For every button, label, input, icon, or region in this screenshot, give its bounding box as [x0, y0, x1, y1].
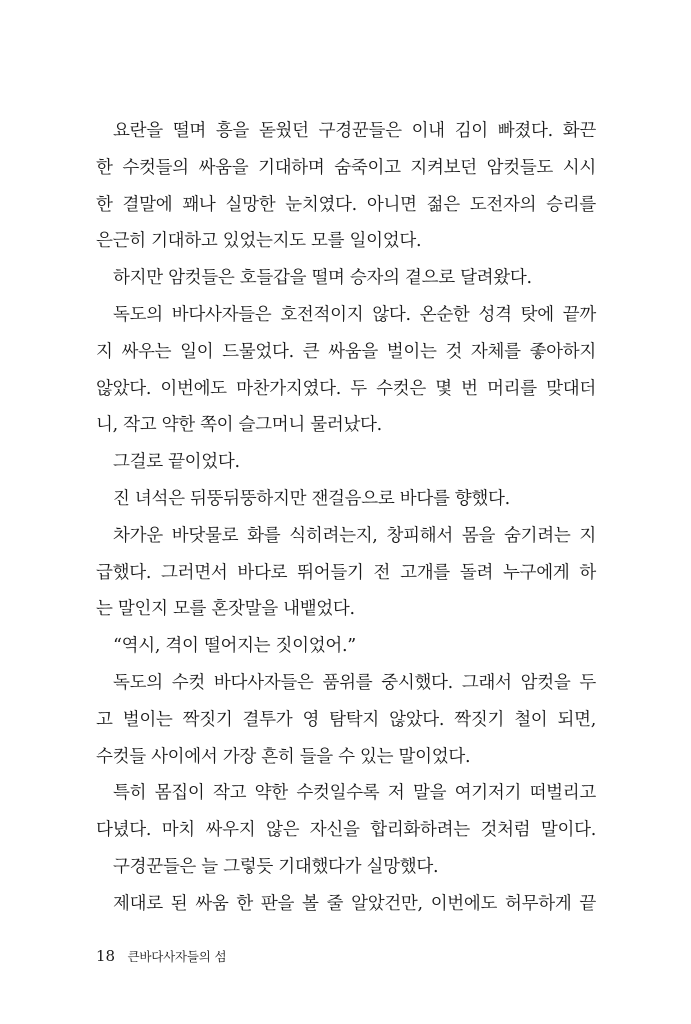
- text-line: 한 수컷들의 싸움을 기대하며 숨죽이고 지켜보던 암컷들도 시시: [96, 157, 596, 178]
- text-line: 지 싸우는 일이 드물었다. 큰 싸움을 벌이는 것 자체를 좋아하지: [96, 341, 596, 362]
- text-line: 는 말인지 모를 혼잣말을 내뱉었다.: [96, 599, 355, 620]
- text-line: 그걸로 끝이었다.: [113, 452, 240, 473]
- text-line: 제대로 된 싸움 한 판을 볼 줄 알았건만, 이번에도 허무하게 끝: [113, 893, 596, 914]
- text-line: “역시, 격이 떨어지는 짓이었어.”: [113, 636, 356, 657]
- text-line: 수컷들 사이에서 가장 흔히 들을 수 있는 말이었다.: [96, 746, 471, 767]
- text-line: 고 벌이는 짝짓기 결투가 영 탐탁지 않았다. 짝짓기 철이 되면,: [96, 709, 596, 730]
- text-line: 은근히 기대하고 있었는지도 모를 일이었다.: [96, 231, 422, 252]
- running-title: 큰바다사자들의 섬: [127, 949, 227, 964]
- text-line: 독도의 수컷 바다사자들은 품위를 중시했다. 그래서 암컷을 두: [113, 672, 596, 693]
- text-line: 급했다. 그러면서 바다로 뛰어들기 전 고개를 돌려 누구에게 하: [96, 562, 596, 583]
- text-line: 진 녀석은 뒤뚱뒤뚱하지만 잰걸음으로 바다를 향했다.: [113, 488, 510, 509]
- text-line: 니, 작고 약한 쪽이 슬그머니 물러났다.: [96, 415, 382, 436]
- text-line: 다녔다. 마치 싸우지 않은 자신을 합리화하려는 것처럼 말이다.: [96, 820, 596, 841]
- body-text: [96, 113, 596, 923]
- text-line: 한 결말에 꽤나 실망한 눈치였다. 아니면 젊은 도전자의 승리를: [96, 194, 596, 215]
- text-line: 독도의 바다사자들은 호전적이지 않다. 온순한 성격 탓에 끝까: [113, 304, 596, 325]
- text-line: 구경꾼들은 늘 그렇듯 기대했다가 실망했다.: [113, 856, 439, 877]
- text-line: 않았다. 이번에도 마찬가지였다. 두 수컷은 몇 번 머리를 맞대더: [96, 378, 596, 399]
- text-line: 하지만 암컷들은 호들갑을 떨며 승자의 곁으로 달려왔다.: [113, 268, 532, 289]
- text-line: 특히 몸집이 작고 약한 수컷일수록 저 말을 여기저기 떠벌리고: [113, 783, 596, 804]
- page-footer: [96, 947, 226, 965]
- page-number: 18: [96, 947, 116, 965]
- text-line: 요란을 떨며 흥을 돋웠던 구경꾼들은 이내 김이 빠졌다. 화끈: [113, 121, 596, 141]
- text-line: 차가운 바닷물로 화를 식히려는지, 창피해서 몸을 숨기려는 지: [113, 525, 596, 546]
